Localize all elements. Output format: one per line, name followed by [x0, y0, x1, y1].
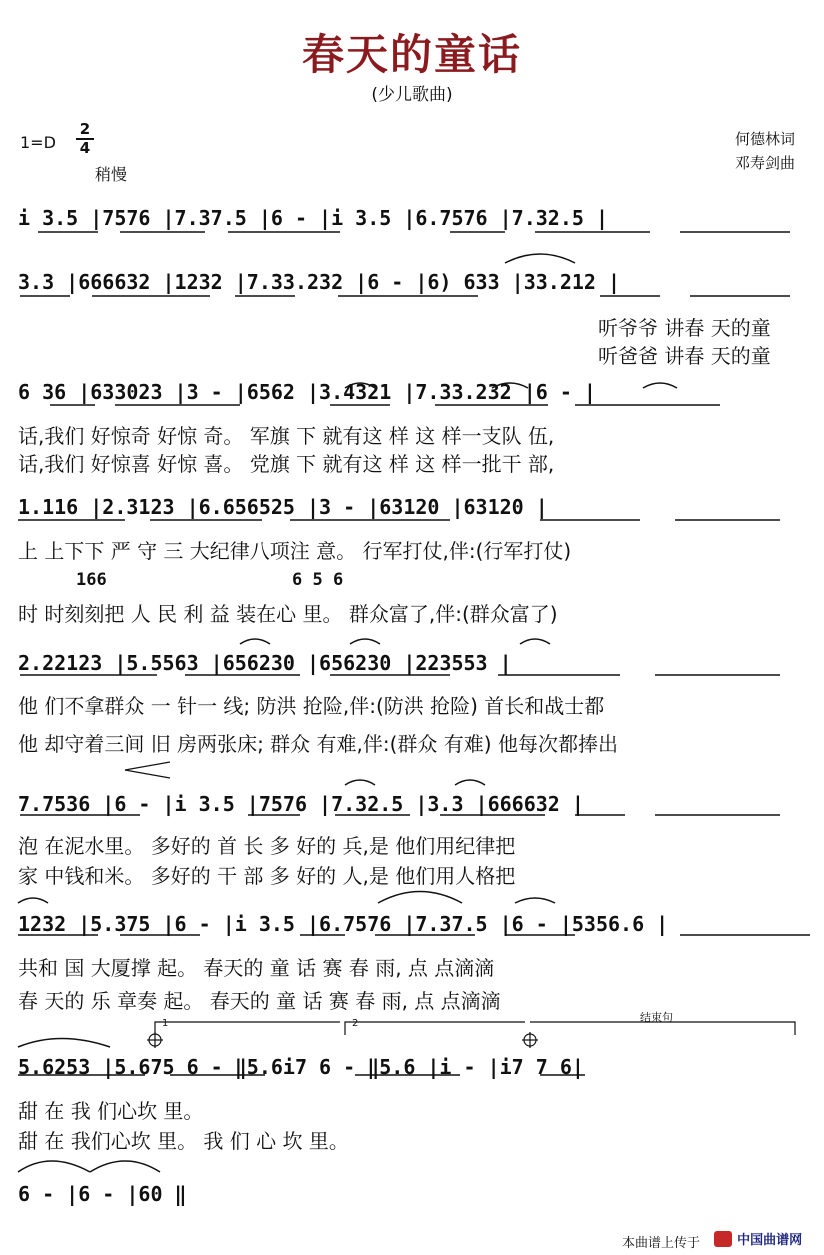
lyric-row-3-verse-2: 话,我们 好惊喜 好惊 喜。 党旗 下 就有这 样 这 样一批干 部, [18, 452, 555, 476]
site-logo-text: 中国曲谱网 [737, 1233, 803, 1248]
lyric-row-2-verse-1: 听爷爷 讲春 天的童 [598, 316, 771, 340]
tempo-marking: 稍慢 [95, 165, 128, 184]
score-row-8: 5.6253 |5.675 6 - ‖5.6i7 6 - ‖5.6 |i - |i7 7 6| [18, 1055, 584, 1079]
lyric-row-4-verse-1: 上 上下下 严 守 三 大纪律八项注 意。 行军打仗,伴:(行军打仗) [18, 539, 572, 563]
volta-2-label: 2 [352, 1018, 359, 1029]
score-row-6: 7.7536 |6 - |i 3.5 |7576 |7.32.5 |3.3 |666632 | [18, 792, 584, 816]
key-signature: 1=D [20, 133, 56, 152]
composer-credit: 邓寿剑曲 [735, 154, 796, 172]
score-row-9: 6 - |6 - |60 ‖ [18, 1182, 187, 1206]
score-row-1: i 3.5 |7576 |7.37.5 |6 - |i 3.5 |6.7576 |7.32.5 | [18, 206, 609, 230]
upload-credit: 本曲谱上传于 [622, 1236, 701, 1251]
song-subtitle: (少儿歌曲) [371, 85, 453, 105]
score-row-3: 6 36 |633023 |3 - |6562 |3.4321 |7.33.232 |6 - | [18, 380, 596, 404]
song-title: 春天的童话 [301, 30, 522, 79]
alt-notes-2: 6 5 6 [292, 570, 344, 590]
lyric-row-6-verse-2: 家 中钱和米。 多好的 干 部 多 好的 人,是 他们用人格把 [18, 864, 516, 888]
time-signature-bottom: 4 [79, 139, 91, 157]
volta-1-label: 1 [162, 1018, 169, 1029]
score-row-2: 3.3 |666632 |1232 |7.33.232 |6 - |6) 633 |33.212 | [18, 270, 621, 294]
lyric-row-3-verse-1: 话,我们 好惊奇 好惊 奇。 军旗 下 就有这 样 这 样一支队 伍, [18, 424, 555, 448]
lyric-row-8-verse-2: 甜 在 我们心坎 里。 我 们 心 坎 里。 [18, 1129, 349, 1153]
lyric-row-8-verse-1: 甜 在 我 们心坎 里。 [18, 1099, 204, 1123]
ending-label: 结束句 [640, 1011, 673, 1024]
lyric-row-7-verse-2: 春 天的 乐 章奏 起。 春天的 童 话 赛 春 雨, 点 点滴滴 [18, 989, 501, 1013]
lyric-row-5-verse-1: 他 们不拿群众 一 针一 线; 防洪 抢险,伴:(防洪 抢险) 首长和战士都 [18, 694, 605, 718]
lyricist-credit: 何德林词 [735, 130, 796, 148]
alt-notes-1: 166 [76, 570, 107, 590]
score-row-5: 2.22123 |5.5563 |656230 |656230 |223553 | [18, 651, 512, 675]
lyric-row-5-verse-2: 他 却守着三间 旧 房两张床; 群众 有难,伴:(群众 有难) 他每次都捧出 [18, 732, 618, 756]
lyric-row-4-verse-2: 时 时刻刻把 人 民 利 益 装在心 里。 群众富了,伴:(群众富了) [18, 602, 558, 626]
site-logo-icon [714, 1231, 732, 1247]
time-signature [76, 122, 94, 156]
time-signature-top: 2 [79, 120, 91, 138]
score-row-7: 1232 |5.375 |6 - |i 3.5 |6.7576 |7.37.5 |6 - |5356.6 | [18, 912, 669, 936]
lyric-row-2-verse-2: 听爸爸 讲春 天的童 [598, 344, 771, 368]
lyric-row-7-verse-1: 共和 国 大厦撑 起。 春天的 童 话 赛 春 雨, 点 点滴滴 [18, 956, 495, 980]
lyric-row-6-verse-1: 泡 在泥水里。 多好的 首 长 多 好的 兵,是 他们用纪律把 [18, 834, 516, 858]
site-logo[interactable] [714, 1228, 802, 1248]
score-row-4: 1.116 |2.3123 |6.656525 |3 - |63120 |63120 | [18, 495, 548, 519]
